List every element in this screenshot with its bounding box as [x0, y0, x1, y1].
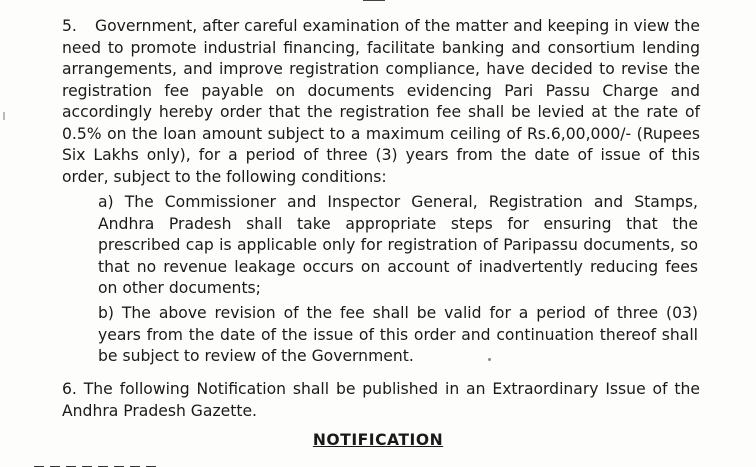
condition-b: b) The above revision of the fee shall be valid for a period of three (03) years from the date of the issue of this order and continuation thereof shall be subject to review of the Government. [98, 304, 698, 365]
cut-off-next-line [34, 459, 184, 467]
page-top-mark [363, 0, 385, 1]
notification-heading: NOTIFICATION [312, 431, 444, 449]
paragraph-6: 6. The following Notification shall be published in an Extraordinary Issue of the Andhra Pradesh Gazette. [62, 380, 700, 420]
condition-a: a) The Commissioner and Inspector General, Registration and Stamps, Andhra Pradesh shall take appropriate steps for ensuring that the prescribed cap is applicable only for registration of Paripassu documents, so that no revenue leakage occurs on account of inadvertently reducing fees on other documents; [98, 193, 698, 297]
paragraph-5-text: Government, after careful examination of the matter and keeping in view the need to promote industrial financing, facilitate banking and consortium lending arrangements, and improve registration compliance, have decided to revise the registration fee payable on documents evidencing Pari Passu Charge and accordingly hereby order that the registration fee shall be levied at the rate of 0.5% on the loan amount subject to a maximum ceiling of Rs.6,00,000/- (Rupees Six Lakhs only), for a period of three (3) years from the date of issue of this order, subject to the following conditions: [62, 17, 700, 186]
paragraph-5-number: 5. [62, 17, 77, 35]
scan-edge-mark [3, 112, 5, 120]
paragraph-5 [62, 16, 700, 188]
scan-speck [488, 358, 491, 361]
